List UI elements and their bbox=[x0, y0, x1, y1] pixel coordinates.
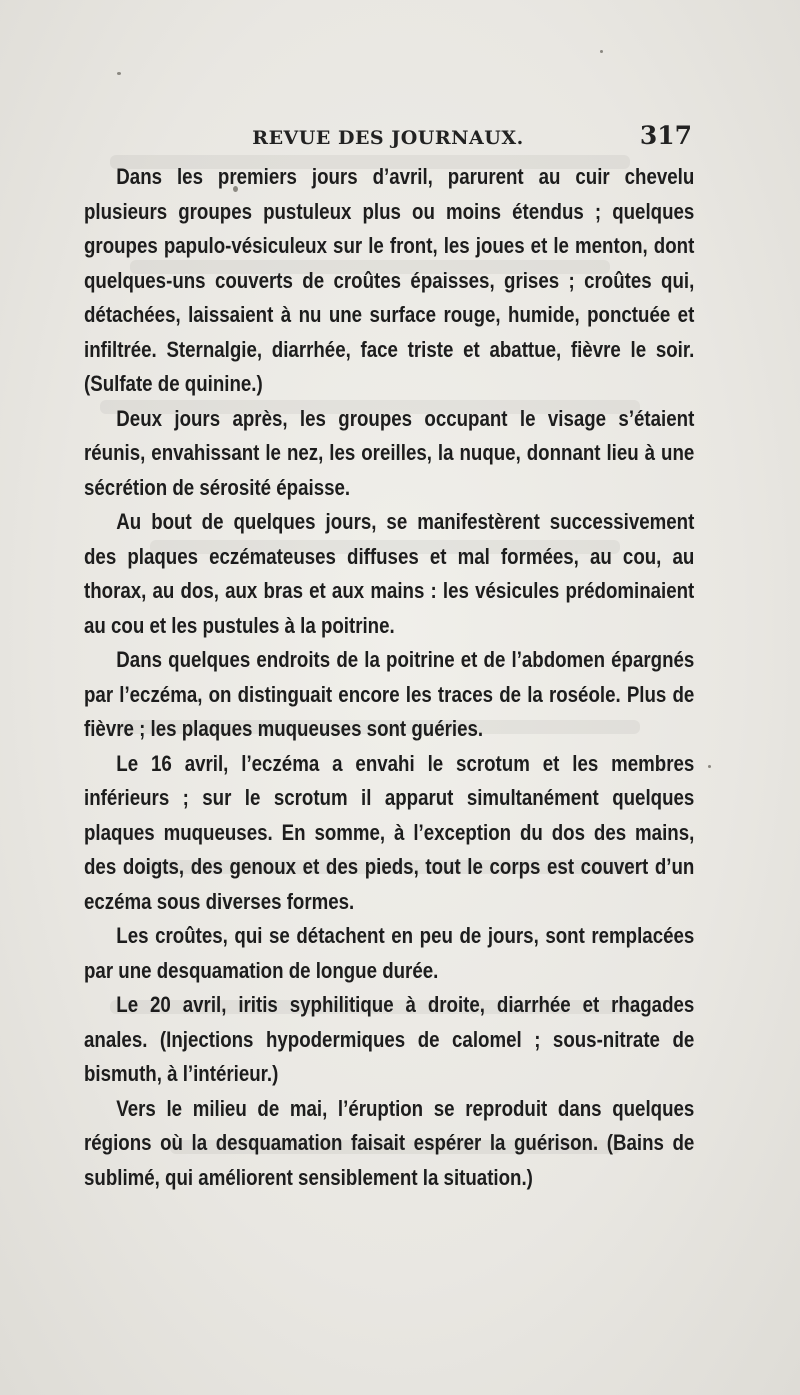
paragraph: Dans quelques endroits de la poitrine et de l’abdomen épargnés par l’eczéma, on distinguait encore les traces de la roséole. Plus de fièvre ; les plaques muqueuses sont guéries. bbox=[84, 647, 695, 741]
paragraph: Deux jours après, les groupes occupant le visage s’étaient réunis, envahissant le nez, les oreilles, la nuque, donnant lieu à une sécrétion de sérosité épaisse. bbox=[84, 405, 695, 500]
paper-speck bbox=[708, 765, 711, 768]
page-header bbox=[84, 121, 692, 155]
paragraph: Dans les premiers jours d’avril, parurent au cuir chevelu plusieurs groupes pustuleux plus ou moins étendus ; quelques groupes papulo-vésiculeux sur le front, les joues et le menton, dont quelques-uns couverts de croûtes épaisses, grises ; croûtes qui, détachées, laissaient à nu une surface rouge, humide, ponctuée et infiltrée. Sternalgie, diarrhée, face triste et abattue, fièvre le soir. (Sulfate de quinine.) bbox=[84, 164, 695, 396]
paper-speck bbox=[117, 72, 121, 75]
paragraph: Au bout de quelques jours, se manifestèrent successivement des plaques eczémateuses diffuses et mal formées, au cou, au thorax, au dos, aux bras et aux mains : les vésicules prédominaient au cou et les pustules à la poitrine. bbox=[84, 509, 695, 638]
paragraph: Les croûtes, qui se détachent en peu de jours, sont remplacées par une desquamation de longue durée. bbox=[84, 923, 695, 983]
paragraph: Vers le milieu de mai, l’éruption se reproduit dans quelques régions où la desquamation faisait espérer la guérison. (Bains de sublimé, qui améliorent sensiblement la situation.) bbox=[84, 1095, 695, 1190]
page-number: 317 bbox=[639, 121, 692, 150]
paragraph: Le 16 avril, l’eczéma a envahi le scrotum et les membres inférieurs ; sur le scrotum il apparut simultanément quelques plaques muqueuses. En somme, à l’exception du dos des mains, des doigts, des genoux et des pieds, tout le corps est couvert d’un eczéma sous diverses formes. bbox=[84, 750, 695, 914]
body-text bbox=[84, 160, 695, 1195]
running-title: REVUE DES JOURNAUX. bbox=[252, 127, 524, 149]
paragraph: Le 20 avril, iritis syphilitique à droite, diarrhée et rhagades anales. (Injections hypodermiques de calomel ; sous-nitrate de bismuth, à l’intérieur.) bbox=[84, 992, 695, 1086]
paper-speck bbox=[600, 50, 603, 53]
